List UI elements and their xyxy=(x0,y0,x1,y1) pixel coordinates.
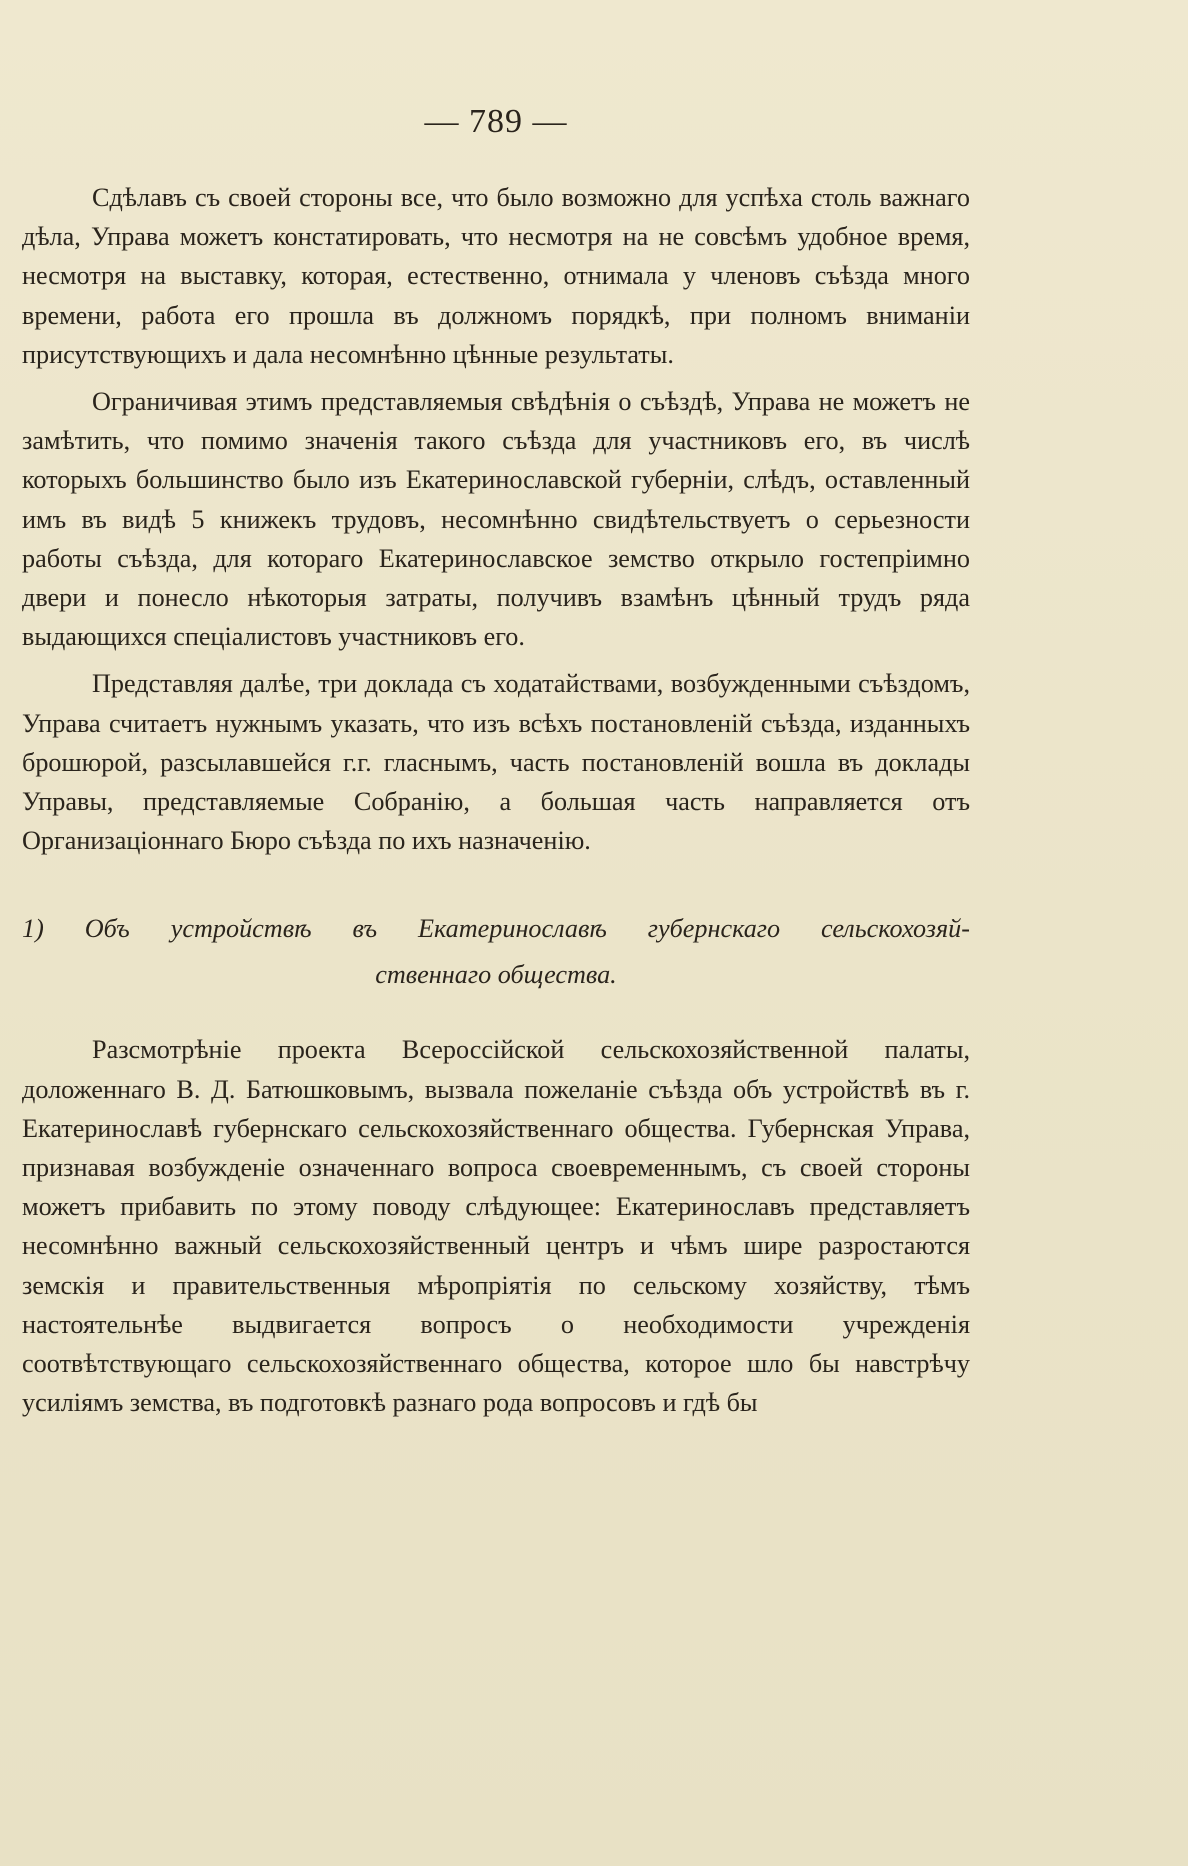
paragraph-1: Сдѣлавъ съ своей стороны все, что было возможно для успѣха столь важнаго дѣла, Управа можетъ констатировать, что несмотря на не совсѣмъ удобное время, несмотря на выставку, которая, естественно, отнимала у членовъ съѣзда много времени, работа его прошла въ должномъ порядкѣ, при полномъ вниманіи присутствующихъ и дала несомнѣнно цѣнные результаты. xyxy=(22,183,970,369)
section-heading-line-1: 1) Объ устройствѣ въ Екатеринославѣ губернскаго сельскохозяй- xyxy=(22,914,970,944)
section-heading-line-2: ственнаго общества. xyxy=(375,960,617,990)
paragraph-3: Представляя далѣе, три доклада съ ходатайствами, возбужденными съѣздомъ, Управа считаетъ нужнымъ указать, что изъ всѣхъ постановленій съѣзда, изданныхъ брошюрой, разсылавшейся г.г. гласнымъ, часть постановленій вошла въ доклады Управы, представляемые Собранію, а большая часть направляется отъ Организаціоннаго Бюро съѣзда по ихъ назначенію. xyxy=(22,669,970,856)
paragraph-4: Разсмотрѣніе проекта Всероссійской сельскохозяйственной палаты, доложеннаго В. Д. Батюшковымъ, вызвала пожеланіе съѣзда объ устройствѣ въ г. Екатеринославѣ губернскаго сельскохозяйственнаго общества. Губернская Управа, признавая возбужденіе означеннаго вопроса своевременнымъ, съ своей стороны можетъ прибавить по этому поводу слѣдующее: Екатеринославъ представляетъ несомнѣнно важный сельскохозяйственный центръ и чѣмъ шире разростаются земскія и правительственныя мѣропріятія по сельскому хозяйству, тѣмъ настоятельнѣе выдвигается вопросъ о необходимости учрежденія соотвѣтствующаго сельскохозяйственнаго общества, которое шло бы навстрѣчу усиліямъ земства, въ подготовкѣ разнаго рода вопросовъ и гдѣ бы xyxy=(22,1035,970,1418)
section-heading xyxy=(22,906,970,998)
paragraph-2: Ограничивая этимъ представляемыя свѣдѣнія о съѣздѣ, Управа не можетъ не замѣтить, что помимо значенія такого съѣзда для участниковъ его, въ числѣ которыхъ большинство было изъ Екатеринославской губерніи, слѣдъ, оставленный имъ въ видѣ 5 книжекъ трудовъ, несомнѣнно свидѣтельствуетъ о серьезности работы съѣзда, для котораго Екатеринославское земство открыло гостепріимно двери и понесло нѣкоторыя затраты, получивъ взамѣнъ цѣнный трудъ ряда выдающихся спеціалистовъ участниковъ его. xyxy=(22,387,970,652)
page-number: — 789 — xyxy=(424,103,568,140)
text-column xyxy=(22,100,970,1422)
